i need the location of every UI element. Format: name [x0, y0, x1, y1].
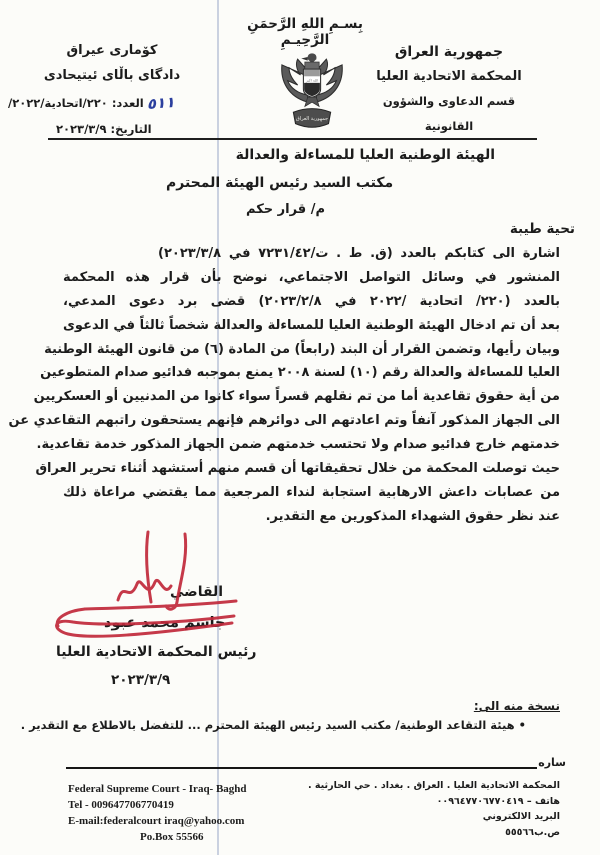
footer-arabic-block — [308, 778, 560, 840]
legal-department-label: قسم الدعاوى والشؤون القانونية — [382, 94, 516, 133]
body-line: المنشور في وسائل التواصل الاجتماعي، نوضح بأن قرار هذه المحكمة — [63, 269, 560, 285]
addressee-commission: الهيئة الوطنية العليا للمساءلة والعدالة — [235, 147, 495, 163]
signer-role: رئيس المحكمة الاتحادية العليا — [56, 644, 257, 660]
margin-note-name: ساره — [538, 756, 566, 769]
header-divider — [48, 138, 537, 140]
body-line: الى الجهاز المذكور آنفاً وتم اعادتهم الى دوائرهم فإنهم يستحقون راتبهم التقاعدي عن — [8, 413, 560, 429]
header-kurdish-block — [6, 40, 218, 141]
handwritten-number: ٥١١ — [145, 93, 178, 113]
body-line: العليا للمساءلة والعدالة رقم (١٠) لسنة ٢٠٠٨ يمنع بموجبه فدائيو صدام المتطوعين — [40, 365, 560, 381]
signer-name: جاسم محمد عبود — [104, 615, 226, 631]
copy-to-item-text: هيئة التقاعد الوطنية/ مكتب السيد رئيس الهيئة المحترم ... للتفضل بالاطلاع مع التقدير . — [20, 718, 515, 732]
footer-address-ar: المحكمة الاتحادية العليا . العراق . بغداد . حي الحارثية . — [308, 780, 560, 791]
greeting-line: تحية طيبة — [509, 221, 575, 237]
bullet-icon: • — [518, 718, 526, 732]
body-line: عند نظر حقوق الشهداء المذكورين مع التقدير. — [265, 508, 560, 524]
footer-english-block — [68, 781, 247, 845]
svg-text:الله اكبر: الله اكبر — [305, 78, 319, 83]
footer-phone-ar: هاتف – ٠٠٩٦٤٧٧٠٦٧٧٠٤١٩ — [436, 795, 560, 807]
copy-to-item — [21, 718, 526, 732]
subject-line: م/ قرار حكم — [246, 202, 325, 217]
body-line: اشارة الى كتابكم بالعدد (ق. ط . ت/٧٢٣١/٤٢ في ٢٠٢٣/٣/٨) — [158, 246, 560, 261]
signer-title: القاضي — [170, 584, 224, 600]
footer-email-ar: البريد الالكتروني — [482, 811, 560, 822]
footer-pobox-ar: ص.ب٥٥٥٦٦ — [505, 826, 560, 838]
federal-supreme-court-label: المحكمة الاتحادية العليا — [376, 69, 522, 84]
copy-to-heading: نسخة منه الى: — [473, 699, 560, 713]
republic-kurdish-label: كۆمارى عيراق — [66, 43, 158, 58]
footer-email-en: E-mail:federalcourt iraq@yahoo.com — [68, 815, 245, 827]
body-line: بعد أن تم ادخال الهيئة الوطنية العليا للمساءلة والعدالة شخصاً ثالثاً في الدعوى — [63, 317, 560, 333]
svg-text:جمهورية العراق: جمهورية العراق — [295, 116, 329, 123]
footer-phone-en: Tel - 009647706770419 — [68, 799, 174, 811]
footer-court-en: Federal Supreme Court - Iraq- Baghd — [68, 783, 247, 795]
basmala-calligraphy: بِسـمِ اللهِ الرَّحمَنِ الرَّحِيـمِ — [247, 16, 363, 48]
addressee-office: مكتب السيد رئيس الهيئة المحترم — [166, 175, 394, 191]
footer-pobox-en: Po.Box 55566 — [140, 831, 204, 843]
header-arabic-block — [376, 40, 522, 139]
signature-date: ٢٠٢٣/٣/٩ — [111, 672, 171, 688]
body-line: وبيان رأيها، وتضمن القرار أن البند (رابعاً) من المادة (٦) من قانون الهيئة الوطنية — [44, 341, 560, 357]
document-number-line — [6, 90, 218, 117]
iraq-eagle-emblem-icon — [276, 52, 348, 138]
republic-of-iraq-label: جمهورية العراق — [394, 44, 504, 60]
body-line: بالعدد (٢٢٠/ اتحادية /٢٠٢٢ في ٢٠٢٣/٢/٨) قضى برد دعوى المدعي، — [63, 293, 561, 309]
document-date-label: التاريخ: ٢٠٢٣/٣/٩ — [56, 122, 152, 136]
body-line: خدمتهم خارج فدائيو صدام ولا تحتسب خدمتهم ضمن الجهاز المذكور خدمة تقاعدية. — [36, 437, 560, 453]
letter-body — [8, 242, 561, 529]
footer-divider — [66, 767, 537, 769]
body-line: حيث توصلت المحكمة من خلال تحقيقاتها أن قسم منهم أستشهد أثناء تحرير العراق — [35, 461, 560, 477]
court-kurdish-label: دادگاى باڵاى ئيتيحادى — [43, 68, 181, 83]
body-line: من عصابات داعش الارهابية استجابة لنداء المرجعية مما يقتضي مراعاة ذلك — [63, 484, 560, 500]
document-number-label: العدد: ٢٢٠/اتحادية/٢٠٢٢/ — [8, 96, 144, 110]
body-line: من أية حقوق تقاعدية أما من تم نقلهم قسراً سواء كانوا من المدنيين أو العسكريين — [33, 389, 560, 405]
